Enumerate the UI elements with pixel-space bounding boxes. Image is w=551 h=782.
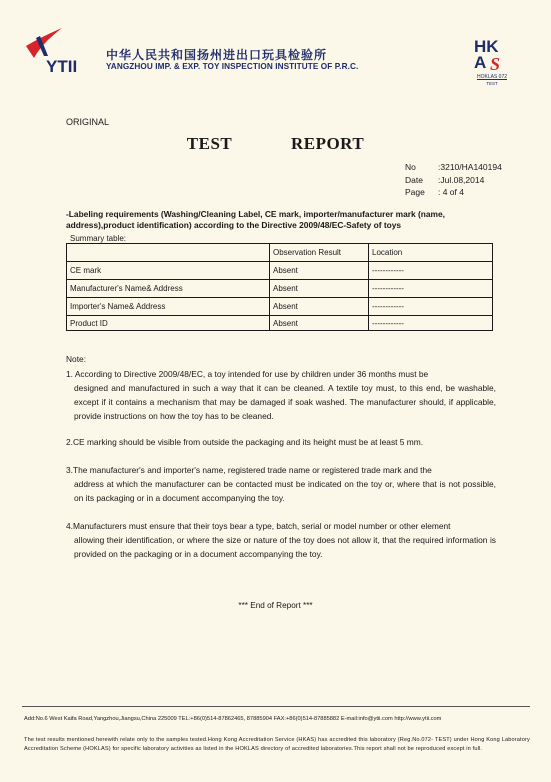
note-first-line: 2.CE marking should be visible from outside the packaging and its height must be at least 5 mm. <box>66 437 424 447</box>
note-first-line: 1. According to Directive 2009/48/EC, a toy intended for use by children under 36 months must be <box>66 369 429 379</box>
meta-row-date <box>405 174 502 187</box>
svg-text:A: A <box>474 53 487 72</box>
table-row <box>67 262 493 280</box>
table-cell: ------------ <box>369 316 493 331</box>
footer-divider <box>22 706 530 707</box>
section-heading: -Labeling requirements (Washing/Cleaning Label, CE mark, importer/manufacturer mark (name, address),product identification) according to the Directive 2009/48/EC-Safety of toys <box>66 209 445 230</box>
svg-text:S: S <box>490 54 501 74</box>
note-first-line: 4.Manufacturers must ensure that their toys bear a type, batch, serial or model number or other element <box>66 521 451 531</box>
footer-address: Add:No.6 West Kaifa Road,Yangzhou,Jiangsu,China 225009 TEL:+86(0)514-87862465, 87885904 FAX:+86(0)514-87885882 E-mail:info@ytii.com http://www.ytii.com <box>24 716 442 722</box>
table-cell: Absent <box>270 298 369 316</box>
table-cell: ------------ <box>369 262 493 280</box>
table-cell: Manufacturer's Name& Address <box>67 280 270 298</box>
note-first-line: 3.The manufacturer's and importer's name, registered trade name or registered trade mark and the <box>66 465 432 475</box>
table-row <box>67 280 493 298</box>
notes-section <box>66 352 496 561</box>
table-cell: ------------ <box>369 298 493 316</box>
meta-row-number <box>405 161 502 174</box>
table-header-cell: Observation Result <box>270 244 369 262</box>
meta-key: No <box>405 162 416 172</box>
note-item <box>66 519 496 561</box>
table-cell: Importer's Name& Address <box>67 298 270 316</box>
note-item <box>66 463 496 505</box>
meta-key: Date <box>405 174 423 185</box>
meta-value: : 4 of 4 <box>438 187 464 197</box>
meta-value: :3210/HA140194 <box>438 162 502 172</box>
note-continuation: designed and manufactured in such a way that it can be cleaned. A textile toy must, to this end, be washable, except if it contains a mechanism that may be damaged if soak washed. The manufacturer should, if applicable, provide instructions on how the toy has to be cleaned. <box>74 383 496 421</box>
summary-table <box>66 243 493 331</box>
note-continuation: allowing their identification, or where the size or nature of the toy does not allow it, that the required information is provided on the packaging or in a document accompanying the toy. <box>74 535 496 559</box>
org-name-english: YANGZHOU IMP. & EXP. TOY INSPECTION INSTITUTE OF P.R.C. <box>106 62 359 71</box>
meta-key: Page <box>405 187 425 197</box>
org-name-chinese: 中华人民共和国扬州进出口玩具检验所 <box>106 48 328 62</box>
accreditation-code: HOKLAS 072 <box>476 74 508 80</box>
table-cell: CE mark <box>67 262 270 280</box>
ytii-logo <box>22 26 100 76</box>
table-row <box>67 316 493 331</box>
table-row <box>67 298 493 316</box>
report-title: TEST REPORT <box>186 134 365 153</box>
table-cell: Absent <box>270 262 369 280</box>
meta-row-page <box>405 186 502 199</box>
note-item <box>66 435 496 449</box>
footer-disclaimer: The test results mentioned herewith relate only to the samples tested.Hong Kong Accreditation Service (HKAS) has accredited this laboratory (Reg.No.072- TEST) under Hong Kong Laboratory Accreditation Scheme (HOKLAS) for specific laboratory activities as listed in the HOKLAS directory of accredited laboratories.This report shall not be reproduced except in full. <box>24 737 530 752</box>
accreditation-label: TEST <box>486 81 498 86</box>
summary-label: Summary table: <box>70 234 127 243</box>
table-cell: ------------ <box>369 280 493 298</box>
table-header-row <box>67 244 493 262</box>
note-item <box>66 367 496 423</box>
meta-value: :Jul.08,2014 <box>438 174 485 185</box>
report-meta <box>405 161 502 199</box>
table-cell: Absent <box>270 280 369 298</box>
table-cell: Absent <box>270 316 369 331</box>
table-header-cell: Location <box>369 244 493 262</box>
logo-text: YTII <box>46 57 78 76</box>
end-of-report: *** End of Report *** <box>238 601 313 610</box>
original-label: ORIGINAL <box>66 117 110 127</box>
svg-text:HK: HK <box>474 37 499 56</box>
notes-label: Note: <box>66 354 87 364</box>
table-cell: Product ID <box>67 316 270 331</box>
table-header-cell <box>67 244 270 262</box>
note-continuation: address at which the manufacturer can be contacted must be indicated on the toy or, where that is not possible, on its packaging or in a document accompanying the toy. <box>74 479 496 503</box>
